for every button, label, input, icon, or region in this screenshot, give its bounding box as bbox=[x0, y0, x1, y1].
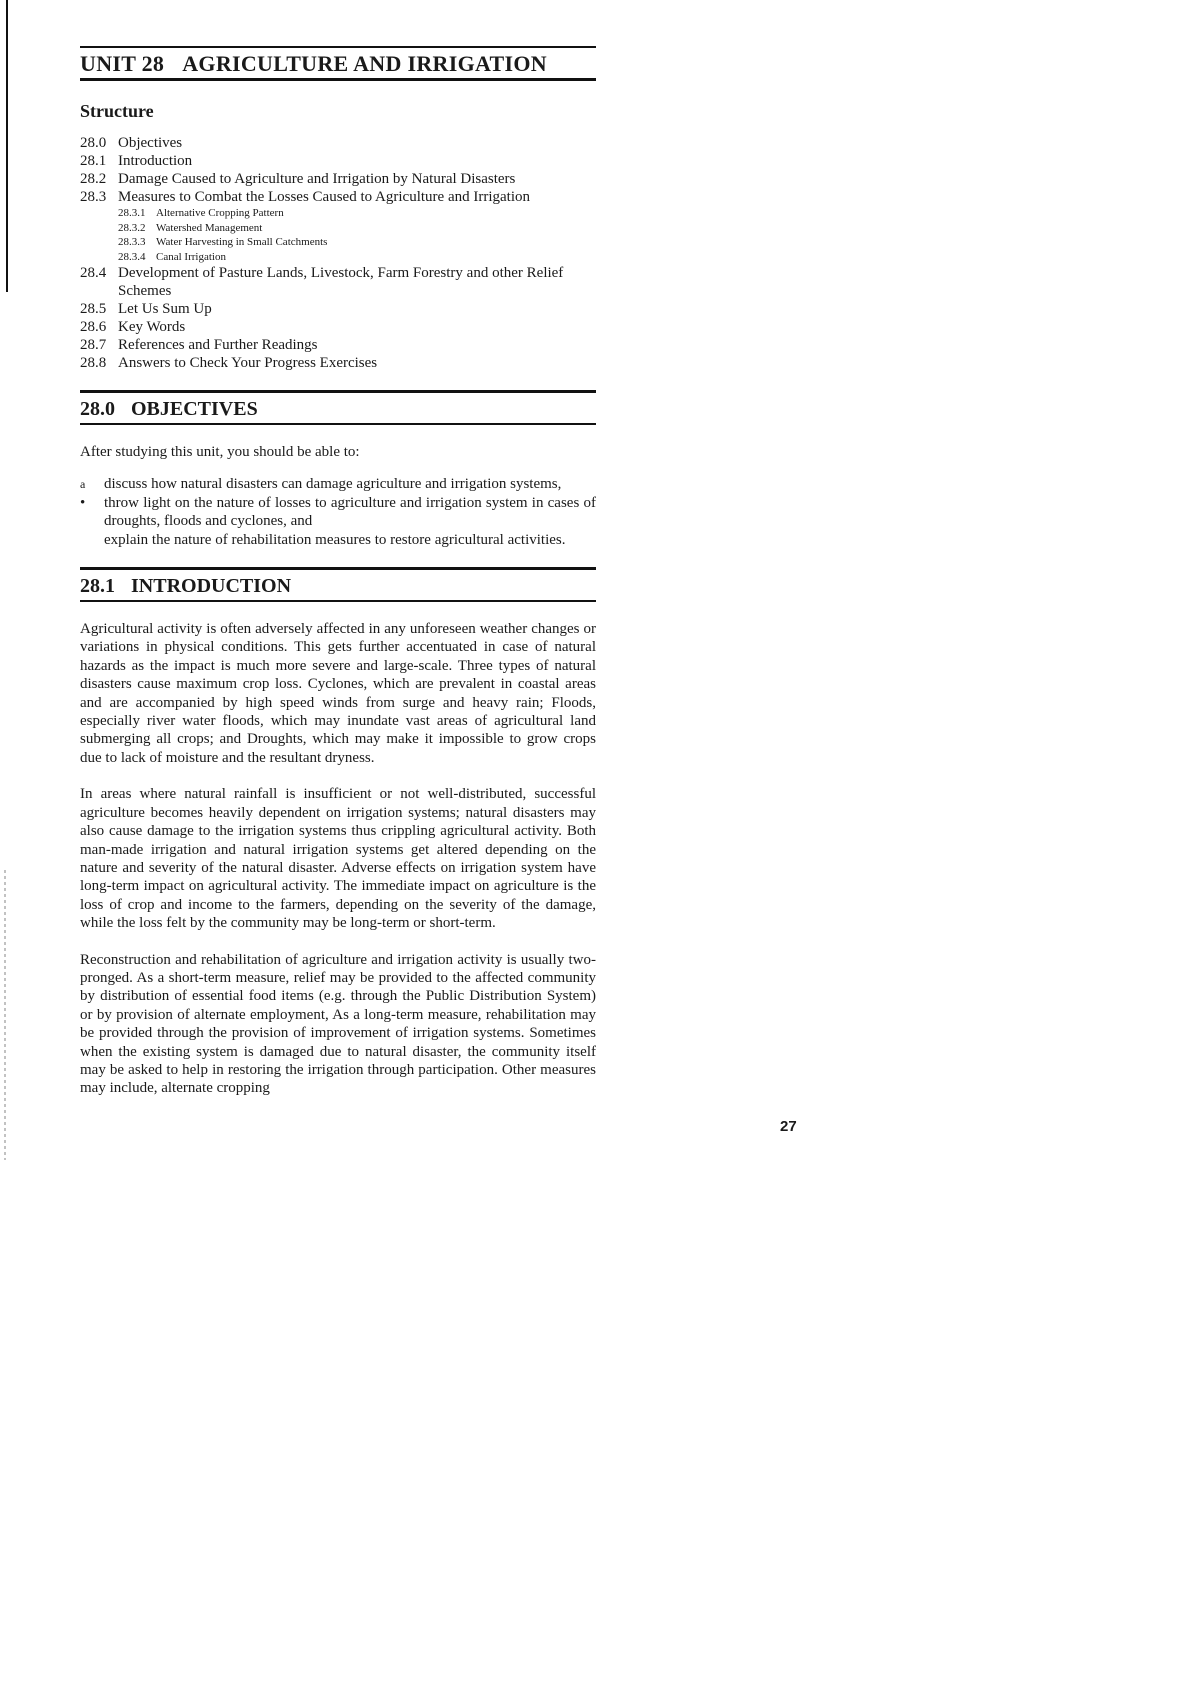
scan-left-edge-noise bbox=[4, 870, 6, 1160]
list-item: a discuss how natural disasters can damage agriculture and irrigation systems, bbox=[80, 476, 562, 493]
toc-subitem: 28.3.3 Water Harvesting in Small Catchments bbox=[118, 236, 328, 248]
table-of-contents bbox=[80, 134, 596, 372]
list-item: explain the nature of rehabilitation measures to restore agricultural activities. bbox=[80, 531, 596, 549]
section-number: 28.1 bbox=[80, 575, 115, 598]
structure-heading: Structure bbox=[80, 101, 154, 121]
objectives-heading bbox=[80, 397, 596, 421]
scan-left-edge-line bbox=[6, 0, 8, 292]
section-top-rule bbox=[80, 390, 596, 393]
introduction-heading bbox=[80, 574, 596, 598]
unit-title bbox=[80, 51, 596, 77]
page-number: 27 bbox=[780, 1118, 797, 1135]
section-number: 28.0 bbox=[80, 398, 115, 420]
toc-item: 28.2 Damage Caused to Agriculture and Irrigation by Natural Disasters bbox=[80, 171, 516, 187]
section-top-rule bbox=[80, 567, 596, 570]
list-item: • throw light on the nature of losses to agriculture and irrigation system in cases of droughts, floods and cyclones, and bbox=[80, 494, 596, 530]
section-bottom-rule bbox=[80, 423, 596, 425]
objectives-intro: After studying this unit, you should be able to: bbox=[80, 444, 360, 460]
toc-item: 28.3 Measures to Combat the Losses Caused to Agriculture and Irrigation bbox=[80, 189, 530, 205]
toc-subitem: 28.3.1 Alternative Cropping Pattern bbox=[118, 207, 284, 219]
section-title: INTRODUCTION bbox=[131, 575, 292, 598]
header-top-rule bbox=[80, 46, 596, 48]
objectives-section-header bbox=[80, 390, 596, 425]
toc-subitem: 28.3.2 Watershed Management bbox=[118, 221, 263, 234]
introduction-section-header bbox=[80, 567, 596, 602]
header-bottom-rule bbox=[80, 78, 596, 81]
toc-item: 28.8 Answers to Check Your Progress Exercises bbox=[80, 355, 378, 371]
introduction-paragraph: Agricultural activity is often adversely affected in any unforeseen weather changes or variations in physical conditions. This gets further accentuated in case of natural hazards as the impact is much more severe and large-scale. Three types of natural disasters cause maximum crop loss. Cyclones, which are prevalent in coastal areas and are accompanied by high speed winds from surge and heavy rain; Floods, especially river water floods, which may inundate vast areas of agricultural land submerging all crops; and Droughts, which may make it impossible to grow crops due to lack of moisture and the resultant dryness. bbox=[80, 621, 596, 766]
bullet-marker bbox=[80, 531, 104, 549]
objectives-list bbox=[80, 475, 596, 549]
toc-item: 28.7 References and Further Readings bbox=[80, 337, 318, 353]
introduction-paragraph: Reconstruction and rehabilitation of agriculture and irrigation activity is usually two-pronged. As a short-term measure, relief may be provided to the affected community by distribution of essential food items (e.g. through the Public Distribution System) or by provision of alternate employment, As a long-term measure, rehabilitation may be provided through the provision of improvement of irrigation systems. Sometimes when the existing system is damaged due to natural disaster, the community itself may be asked to help in restoring the irrigation through participation. Other measures may include, alternate cropping bbox=[80, 951, 596, 1097]
toc-item: 28.1 Introduction bbox=[80, 153, 193, 169]
unit-title-text: AGRICULTURE AND IRRIGATION bbox=[182, 51, 547, 76]
toc-subitem: 28.3.4 Canal Irrigation bbox=[118, 250, 226, 263]
toc-item: 28.5 Let Us Sum Up bbox=[80, 301, 212, 317]
toc-item: 28.0 Objectives bbox=[80, 135, 183, 151]
unit-number: UNIT 28 bbox=[80, 51, 165, 76]
introduction-paragraph: In areas where natural rainfall is insufficient or not well-distributed, successful agriculture becomes heavily dependent on irrigation systems; natural disasters may also cause damage to the irrigation systems thus crippling agricultural activity. Both man-made irrigation and natural irrigation systems get altered depending on the nature and severity of the natural disaster. Adverse effects on irrigation system have long-term impact on agricultural activity. The immediate impact on agriculture is the loss of crop and income to the farmers, depending on the severity of the damage, while the loss felt by the community may be long-term or short-term. bbox=[80, 786, 596, 932]
document-page bbox=[80, 46, 596, 1098]
bullet-marker: a bbox=[80, 477, 86, 492]
unit-header bbox=[80, 46, 596, 81]
bullet-marker: • bbox=[80, 494, 86, 511]
section-title: OBJECTIVES bbox=[131, 398, 258, 420]
toc-item: 28.6 Key Words bbox=[80, 319, 186, 335]
section-bottom-rule bbox=[80, 600, 596, 602]
toc-item: 28.4 Development of Pasture Lands, Livestock, Farm Forestry and other Relief Schemes bbox=[80, 265, 564, 299]
